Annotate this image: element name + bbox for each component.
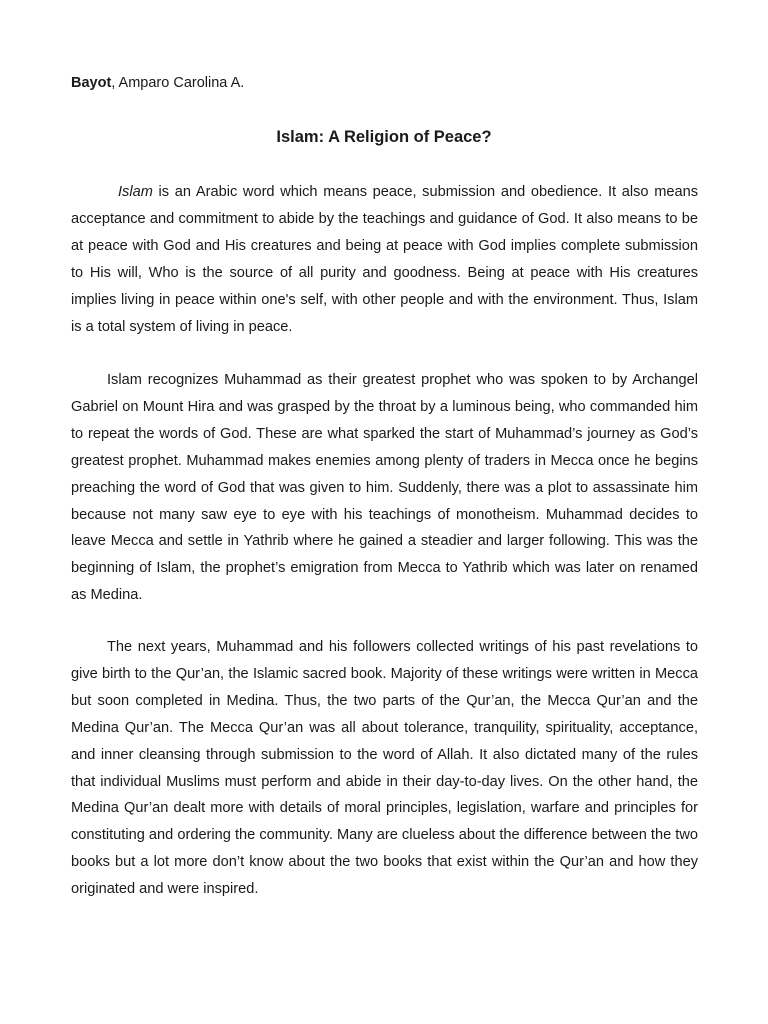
paragraph-1-lead-word: Islam	[118, 184, 153, 200]
paragraph-2	[71, 367, 698, 609]
document-title: Islam: A Religion of Peace?	[276, 128, 492, 146]
paragraph-1-text: is an Arabic word which means peace, submission and obedience. It also means acceptance and commitment to abide by the teachings and guidance of God. It also means to be at peace with God and His creatures and being at peace with God implies complete submission to His will, Who is the source of all purity and goodness. Being at peace with His creatures implies living in peace within one's self, with other people and with the environment. Thus, Islam is a total system of living in peace.	[71, 184, 698, 335]
author-surname: Bayot	[71, 75, 112, 91]
paragraph-3	[71, 634, 698, 903]
author-given-name: , Amparo Carolina A.	[111, 75, 245, 91]
paragraph-1	[71, 179, 698, 340]
author-line	[71, 73, 244, 93]
paragraph-2-text: Islam recognizes Muhammad as their greatest prophet who was spoken to by Archangel Gabriel on Mount Hira and was grasped by the throat by a luminous being, who commanded him to repeat the words of God. These are what sparked the start of Muhammad’s journey as God’s greatest prophet. Muhammad makes enemies among plenty of traders in Mecca once he begins preaching the word of God that was given to him. Suddenly, there was a plot to assassinate him because not many saw eye to eye with his teachings of monotheism. Muhammad decides to leave Mecca and settle in Yathrib where he gained a steadier and larger following. This was the beginning of Islam, the prophet’s emigration from Mecca to Yathrib which was later on renamed as Medina.	[71, 372, 698, 604]
paragraph-3-text: The next years, Muhammad and his followers collected writings of his past revelations to give birth to the Qur’an, the Islamic sacred book. Majority of these writings were written in Mecca but soon completed in Medina. Thus, the two parts of the Qur’an, the Mecca Qur’an and the Medina Qur’an. The Mecca Qur’an was all about tolerance, tranquility, spirituality, acceptance, and inner cleansing through submission to the word of Allah. It also dictated many of the rules that individual Muslims must perform and abide in their day-to-day lives. On the other hand, the Medina Qur’an dealt more with details of moral principles, legislation, warfare and principles for constituting and ordering the community. Many are clueless about the difference between the two books but a lot more don’t know about the two books that exist within the Qur’an and how they originated and were inspired.	[71, 639, 698, 898]
